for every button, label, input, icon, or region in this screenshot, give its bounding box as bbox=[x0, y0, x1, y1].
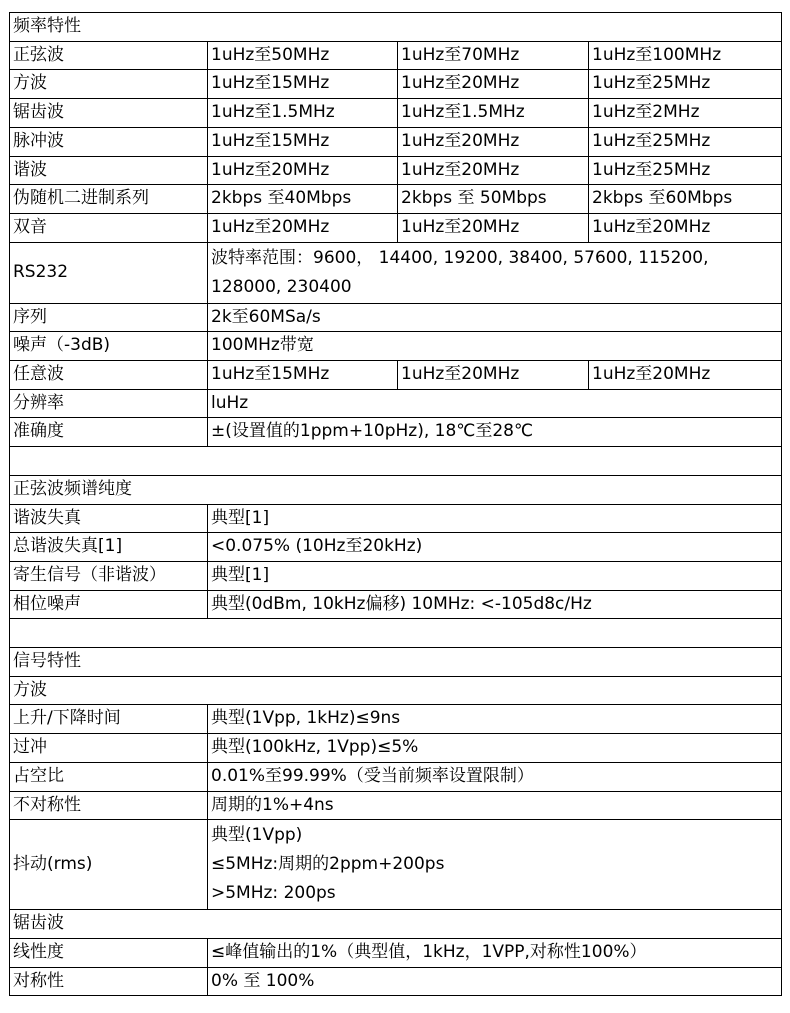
table-row bbox=[10, 41, 782, 70]
row-label: 寄生信号（非谐波） bbox=[10, 561, 208, 590]
cell-value: 1uHz至1.5MHz bbox=[398, 99, 589, 128]
cell-value: 1uHz至1.5MHz bbox=[208, 99, 398, 128]
cell-value: 0.01%至99.99%（受当前频率设置限制） bbox=[208, 762, 782, 791]
row-label: 噪声（-3dB) bbox=[10, 332, 208, 361]
table-row bbox=[10, 734, 782, 763]
cell-value: ≤峰值输出的1%（典型值，1kHz，1VPP,对称性100%） bbox=[208, 938, 782, 967]
cell-value: 1uHz至15MHz bbox=[208, 70, 398, 99]
table-row bbox=[10, 590, 782, 619]
cell-value: 1uHz至20MHz bbox=[398, 361, 589, 390]
row-label: 抖动(rms) bbox=[10, 820, 208, 910]
jitter-line: >5MHz: 200ps bbox=[211, 883, 336, 904]
table-row bbox=[10, 389, 782, 418]
cell-value: 0% 至 100% bbox=[208, 967, 782, 996]
cell-value: 2kbps 至 50Mbps bbox=[398, 185, 589, 214]
row-label: 脉冲波 bbox=[10, 127, 208, 156]
row-label: 分辨率 bbox=[10, 389, 208, 418]
cell-value: 1uHz至20MHz bbox=[398, 213, 589, 242]
cell-value: 100MHz带宽 bbox=[208, 332, 782, 361]
cell-value: 1uHz至20MHz bbox=[398, 127, 589, 156]
row-label: 准确度 bbox=[10, 418, 208, 447]
empty-row bbox=[10, 447, 782, 476]
table-row bbox=[10, 418, 782, 447]
subsection-row bbox=[10, 910, 782, 939]
cell-value: 2k至60MSa/s bbox=[208, 303, 782, 332]
table-row bbox=[10, 820, 782, 910]
row-label: 过冲 bbox=[10, 734, 208, 763]
row-label: 双音 bbox=[10, 213, 208, 242]
cell-value: 2kbps 至40Mbps bbox=[208, 185, 398, 214]
subsection-row bbox=[10, 676, 782, 705]
row-label: 上升/下降时间 bbox=[10, 705, 208, 734]
table-row bbox=[10, 967, 782, 996]
cell-value: 典型[1] bbox=[208, 504, 782, 533]
cell-value: 1uHz至25MHz bbox=[589, 127, 782, 156]
row-label: 锯齿波 bbox=[10, 99, 208, 128]
cell-value: 典型(1Vpp, 1kHz)≤9ns bbox=[208, 705, 782, 734]
spacer-row bbox=[10, 619, 782, 648]
row-label: 相位噪声 bbox=[10, 590, 208, 619]
table-row bbox=[10, 242, 782, 303]
row-label: 占空比 bbox=[10, 762, 208, 791]
cell-value: 1uHz至70MHz bbox=[398, 41, 589, 70]
row-label: 谐波 bbox=[10, 156, 208, 185]
cell-value: 1uHz至50MHz bbox=[208, 41, 398, 70]
cell-value: 1uHz至15MHz bbox=[208, 361, 398, 390]
cell-value: ±(设置值的1ppm+10pHz), 18℃至28℃ bbox=[208, 418, 782, 447]
jitter-line: ≤5MHz:周期的2ppm+200ps bbox=[211, 854, 445, 875]
cell-value: 典型[1] bbox=[208, 561, 782, 590]
subsection-title-ramp: 锯齿波 bbox=[10, 910, 782, 939]
table-row bbox=[10, 504, 782, 533]
row-label: 对称性 bbox=[10, 967, 208, 996]
cell-value: luHz bbox=[208, 389, 782, 418]
row-label: 任意波 bbox=[10, 361, 208, 390]
cell-value: 1uHz至2MHz bbox=[589, 99, 782, 128]
cell-value: 1uHz至25MHz bbox=[589, 156, 782, 185]
row-label: 不对称性 bbox=[10, 791, 208, 820]
empty-row bbox=[10, 619, 782, 648]
cell-value: 1uHz至20MHz bbox=[398, 156, 589, 185]
table-row bbox=[10, 561, 782, 590]
cell-value: 2kbps 至60Mbps bbox=[589, 185, 782, 214]
row-label: RS232 bbox=[10, 242, 208, 303]
row-label: 谐波失真 bbox=[10, 504, 208, 533]
cell-value: <0.075% (10Hz至20kHz) bbox=[208, 533, 782, 562]
section-row bbox=[10, 475, 782, 504]
spec-table bbox=[9, 12, 782, 996]
cell-value: 1uHz至25MHz bbox=[589, 70, 782, 99]
table-row bbox=[10, 332, 782, 361]
cell-value: 1uHz至20MHz bbox=[589, 361, 782, 390]
section-title-frequency: 频率特性 bbox=[10, 13, 782, 42]
jitter-line: 典型(1Vpp) bbox=[211, 825, 303, 846]
subsection-title-square: 方波 bbox=[10, 676, 782, 705]
table-row bbox=[10, 361, 782, 390]
cell-value: 周期的1%+4ns bbox=[208, 791, 782, 820]
table-row bbox=[10, 70, 782, 99]
table-row bbox=[10, 705, 782, 734]
table-row bbox=[10, 938, 782, 967]
jitter-value bbox=[208, 820, 782, 910]
table-row bbox=[10, 791, 782, 820]
section-row bbox=[10, 13, 782, 42]
table-row bbox=[10, 99, 782, 128]
cell-value: 1uHz至20MHz bbox=[208, 213, 398, 242]
table-row bbox=[10, 127, 782, 156]
table-row bbox=[10, 762, 782, 791]
row-label: 伪随机二进制系列 bbox=[10, 185, 208, 214]
cell-value: 1uHz至15MHz bbox=[208, 127, 398, 156]
spacer-row bbox=[10, 447, 782, 476]
section-title-signal: 信号特性 bbox=[10, 648, 782, 677]
table-row bbox=[10, 533, 782, 562]
section-title-sine-purity: 正弦波频谱纯度 bbox=[10, 475, 782, 504]
table-row bbox=[10, 303, 782, 332]
row-label: 正弦波 bbox=[10, 41, 208, 70]
rs232-baud-value: 波特率范围：9600， 14400, 19200, 38400, 57600, 115200, 128000, 230400 bbox=[208, 242, 782, 303]
cell-value: 1uHz至100MHz bbox=[589, 41, 782, 70]
cell-value: 典型(100kHz, 1Vpp)≤5% bbox=[208, 734, 782, 763]
section-row bbox=[10, 648, 782, 677]
row-label: 方波 bbox=[10, 70, 208, 99]
table-row bbox=[10, 156, 782, 185]
row-label: 序列 bbox=[10, 303, 208, 332]
table-row bbox=[10, 185, 782, 214]
row-label: 总谐波失真[1] bbox=[10, 533, 208, 562]
row-label: 线性度 bbox=[10, 938, 208, 967]
cell-value: 1uHz至20MHz bbox=[208, 156, 398, 185]
table-row bbox=[10, 213, 782, 242]
cell-value: 典型(0dBm, 10kHz偏移) 10MHz: <-105d8c/Hz bbox=[208, 590, 782, 619]
cell-value: 1uHz至20MHz bbox=[398, 70, 589, 99]
cell-value: 1uHz至20MHz bbox=[589, 213, 782, 242]
